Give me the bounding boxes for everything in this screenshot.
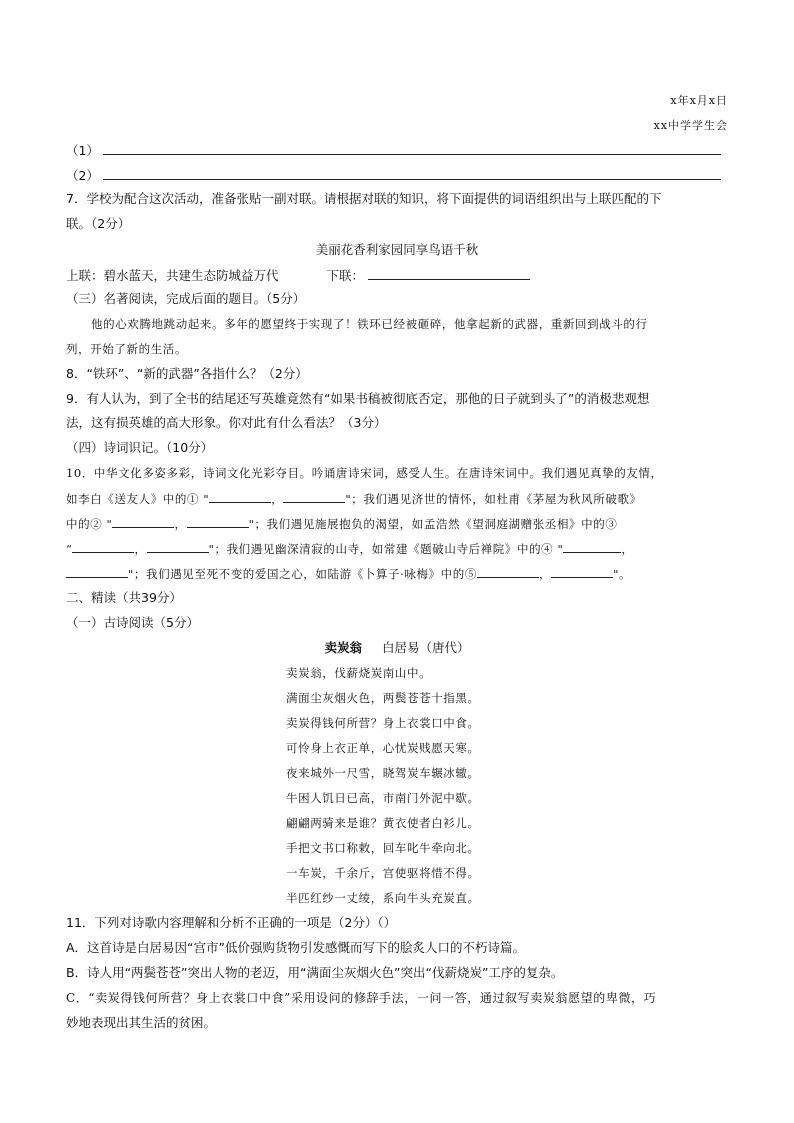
q10-blank-3a[interactable] bbox=[72, 539, 134, 553]
answer-blank-1[interactable] bbox=[103, 141, 721, 155]
sec3-passage-1: 他的心欢腾地跳动起来。多年的愿望终于实现了！铁环已经被砸碎，他拿起新的武器，重新回到战斗的行 bbox=[91, 317, 648, 331]
q10-line2 bbox=[66, 489, 642, 508]
poem-line: 卖炭翁，伐薪烧炭南山中。 bbox=[286, 666, 432, 680]
sec3-title: （三）名著阅读，完成后面的题目。（5分） bbox=[66, 291, 306, 306]
q11-option-c[interactable]: C．“卖炭得钱何所营？身上衣裳口中食”采用设问的修辞手法，一问一答，通过叙写卖炭翁愿望的卑微，巧 bbox=[66, 991, 657, 1005]
q10-text: 中的② " bbox=[66, 517, 113, 531]
sec4-title: （四）诗词识记。（10分） bbox=[66, 440, 214, 455]
q10-sep: ， bbox=[271, 492, 284, 506]
q7-couplet bbox=[66, 266, 530, 285]
poem-line: 可怜身上衣正单，心忧炭贱愿天寒。 bbox=[286, 741, 480, 755]
q7-line2: 联。（2分） bbox=[66, 216, 131, 231]
poem-line: 牛困人饥日已高，市南门外泥中歇。 bbox=[286, 791, 480, 805]
q10-blank-5a[interactable] bbox=[477, 564, 539, 578]
q10-line4 bbox=[66, 539, 634, 558]
q11-option-b[interactable]: B．诗人用“两鬓苍苍”突出人物的老迈，用“满面尘灰烟火色”突出“伐薪烧炭”工序的复杂。 bbox=[66, 965, 564, 980]
poem-line: 手把文书口称敕，回车叱牛牵向北。 bbox=[286, 841, 480, 855]
q10-text: "；我们遇见至死不变的爱国之心，如陆游《卜算子·咏梅》中的⑤ bbox=[128, 567, 477, 581]
part2-subtitle: （一）古诗阅读（5分） bbox=[66, 615, 199, 630]
q10-text: 如李白《送友人》中的① " bbox=[66, 492, 210, 506]
q10-blank-5b[interactable] bbox=[551, 564, 613, 578]
q11-option-a[interactable]: A．这首诗是白居易因“宫市”低价强购货物引发感慨而写下的脍炙人口的不朽诗篇。 bbox=[66, 940, 526, 955]
q7-words: 美丽花香利家园同享鸟语千秋 bbox=[315, 242, 479, 257]
q10-text: "；我们遇见幽深清寂的山寺，如常建《题破山寺后禅院》中的④ " bbox=[208, 542, 564, 556]
q7-upper: 上联：碧水蓝天，共建生态防城益万代 bbox=[66, 268, 279, 283]
q9-line1: 9．有人认为，到了全书的结尾还写英雄竟然有“如果书稿被彻底否定，那他的日子就到头了”的消极悲观想 bbox=[66, 391, 650, 406]
q11-stem: 11．下列对诗歌内容理解和分析不正确的一项是（2分）（） bbox=[66, 915, 397, 930]
q10-blank-2a[interactable] bbox=[112, 514, 174, 528]
q7-line1: 7．学校为配合这次活动，准备张贴一副对联。请根据对联的知识，将下面提供的词语组织出与上联匹配的下 bbox=[66, 191, 662, 206]
poem-author: 白居易（唐代） bbox=[381, 640, 470, 655]
poem-line: 半匹红纱一丈绫，系向牛头充炭直。 bbox=[286, 891, 480, 905]
q10-blank-1a[interactable] bbox=[209, 489, 271, 503]
q10-sep: ， bbox=[538, 567, 552, 581]
q10-sep: ， bbox=[621, 542, 634, 556]
answer-label-2: （2） bbox=[66, 168, 99, 183]
q10-blank-2b[interactable] bbox=[187, 514, 249, 528]
signature-date: x年x月x日 bbox=[670, 94, 728, 107]
q10-text: “ bbox=[66, 542, 73, 556]
answer-line-2 bbox=[66, 166, 721, 185]
q9-line2: 法，这有损英雄的高大形象。你对此有什么看法？（3分） bbox=[66, 415, 387, 430]
q10-text: "；我们遇见济世的情怀，如杜甫《茅屋为秋风所破歌》 bbox=[345, 492, 642, 506]
poem-line: 一车炭，千余斤，宫使驱将惜不得。 bbox=[286, 866, 480, 880]
sec3-passage-2: 列，开始了新的生活。 bbox=[66, 342, 187, 356]
q7-lower-label: 下联： bbox=[326, 268, 364, 283]
poem-line: 翩翩两骑来是谁？黄衣使者白衫儿。 bbox=[286, 816, 480, 830]
poem-heading bbox=[0, 639, 794, 657]
q10-sep: ， bbox=[134, 542, 147, 556]
poem-line: 满面尘灰烟火色，两鬓苍苍十指黑。 bbox=[286, 691, 480, 705]
poem-line: 夜来城外一尺雪，晓驾炭车辗冰辙。 bbox=[286, 766, 480, 780]
answer-label-1: （1） bbox=[66, 143, 99, 158]
poem-line: 卖炭得钱何所营？身上衣裳口中食。 bbox=[286, 716, 480, 730]
answer-line-1 bbox=[66, 141, 721, 160]
q10-line3 bbox=[66, 514, 617, 533]
q8: 8．“铁环”、“新的武器”各指什么？（2分） bbox=[66, 366, 308, 381]
q7-lower-blank[interactable] bbox=[368, 266, 530, 280]
q10-line1: 10．中华文化多姿多彩，诗词文化光彩夺目。吟诵唐诗宋词，感受人生。在唐诗宋词中。我们遇见真挚的友情， bbox=[66, 466, 663, 480]
q10-blank-4b[interactable] bbox=[66, 564, 128, 578]
q10-text: "；我们遇见施展抱负的渴望，如孟浩然《望洞庭湖赠张丞相》中的③ bbox=[248, 517, 618, 531]
q10-blank-4a[interactable] bbox=[563, 539, 621, 553]
poem-title: 卖炭翁 bbox=[324, 640, 363, 655]
signature-org: xx中学学生会 bbox=[653, 119, 728, 132]
q10-sep: ， bbox=[174, 517, 187, 531]
q10-blank-1b[interactable] bbox=[283, 489, 345, 503]
q10-blank-3b[interactable] bbox=[147, 539, 209, 553]
q11-option-c-cont: 妙地表现出其生活的贫困。 bbox=[66, 1015, 217, 1030]
part2-title: 二、精读（共39分） bbox=[66, 590, 182, 605]
q10-text: "。 bbox=[613, 567, 632, 581]
q10-line5 bbox=[66, 564, 631, 583]
answer-blank-2[interactable] bbox=[103, 166, 721, 180]
